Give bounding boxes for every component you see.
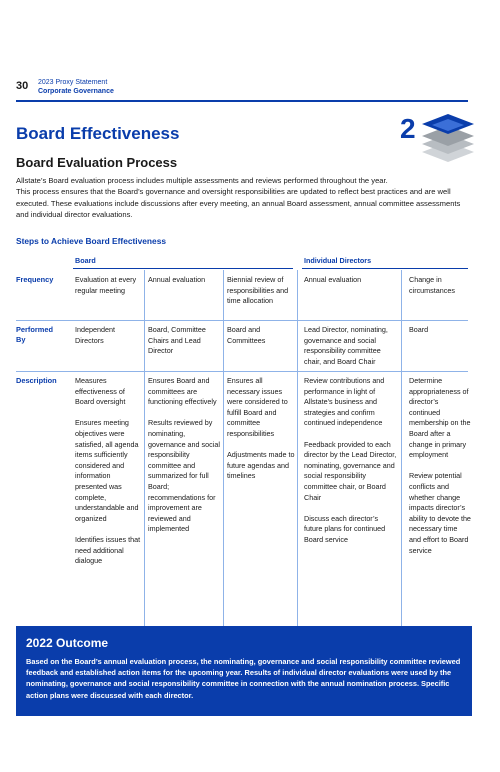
steps-heading: Steps to Achieve Board Effectiveness [16,236,167,246]
cell-paragraph: Determine appropriateness of director’s continued membership on the Board after a change in primary employment [409,376,471,460]
column-divider [297,270,298,626]
page-title: Board Effectiveness [16,124,180,143]
cell-paragraph: Ensures meeting objectives were satisfied, all agenda items sufficiently considered and information presented was complete, understandable and organized [75,418,139,523]
header-divider [16,100,468,102]
table-cell: Biennial review of responsibilities and time allocation [227,275,289,306]
cell-paragraph: Discuss each director’s future plans for continued Board service [304,513,386,544]
group-rule-individual [302,268,468,269]
group-rule-board [73,268,293,269]
cell-paragraph: Results reviewed by nominating, governance and social responsibility committee and summarized for full Board; recommendations for improvement are reviewed and implemented [148,418,220,534]
cell-paragraph: Feedback provided to each director by the Lead Director, nominating, governance and social responsibility committee chair, or Board Chair [304,439,397,502]
column-divider [144,270,145,626]
table-cell [304,376,398,546]
row-label-description: Description [16,376,57,385]
table-cell [409,376,471,556]
group-header-individual-directors: Individual Directors [304,256,372,265]
table-cell: Annual evaluation [304,275,362,284]
outcome-text: Based on the Board’s annual evaluation process, the nominating, governance and social responsibility committee reviewed feedback and established action items for the upcoming year. Results of individual director evaluations were used by the nominating, governance and social responsibility committee in connection with the annual nomination process. Specific action plans were discussed with each director. [26,657,461,700]
cell-paragraph: Adjustments made to future agendas and timelines [227,450,295,481]
row-divider [16,320,468,321]
table-cell: Board, Committee Chairs and Lead Director [148,325,206,356]
table-cell: Board and Committees [227,325,266,345]
table-cell: Evaluation at every regular meeting [75,275,137,295]
cell-paragraph: Ensures Board and committees are functioning effectively [148,376,217,407]
intro-paragraph [16,175,474,220]
table-cell: Annual evaluation [148,275,206,284]
column-divider [223,270,224,626]
intro-line-2: This process ensures that the Board’s governance and oversight responsibilities are updated to reflect best practices and are well executed. These evaluations include discussions after every meeting, an annual Board assessment, annual committee assessments and individual director evaluations. [16,187,461,219]
group-header-board: Board [75,256,96,265]
page-header [16,78,468,100]
table-cell [227,376,295,482]
table-cell [148,376,220,535]
cell-paragraph: Review contributions and performance in light of Allstate’s business and strategies and confirm continued independence [304,376,385,428]
cell-paragraph: Review potential conflicts and whether change impacts director’s ability to devote the necessary time and effort to Board service [409,471,471,555]
cell-paragraph: Identifies issues that need additional dialogue [75,534,141,566]
intro-line-1: Allstate’s Board evaluation process includes multiple assessments and reviews performed throughout the year. [16,176,388,185]
row-divider [16,371,468,372]
row-label-frequency: Frequency [16,275,54,284]
row-label-performed-by: Performed By [16,325,53,344]
column-divider [401,270,402,626]
table-cell: Lead Director, nominating, governance and social responsibility committee chair, and Board Chair [304,325,388,366]
section-subtitle: Board Evaluation Process [16,155,178,170]
table-cell [75,376,141,567]
page-number: 30 [16,80,29,92]
section-name: Corporate Governance [38,88,114,95]
table-cell: Board [409,325,429,334]
cell-paragraph: Measures effectiveness of Board oversight [75,376,126,407]
outcome-panel [16,626,472,716]
document-title: 2023 Proxy Statement [38,79,108,86]
layered-stack-icon [420,112,476,166]
table-cell: Independent Directors [75,325,115,345]
cell-paragraph: Ensures all necessary issues were considered to fulfill Board and committee responsibilities [227,376,288,438]
outcome-title: 2022 Outcome [26,636,109,650]
section-badge-number: 2 [400,113,416,144]
table-cell: Change in circumstances [409,275,455,295]
